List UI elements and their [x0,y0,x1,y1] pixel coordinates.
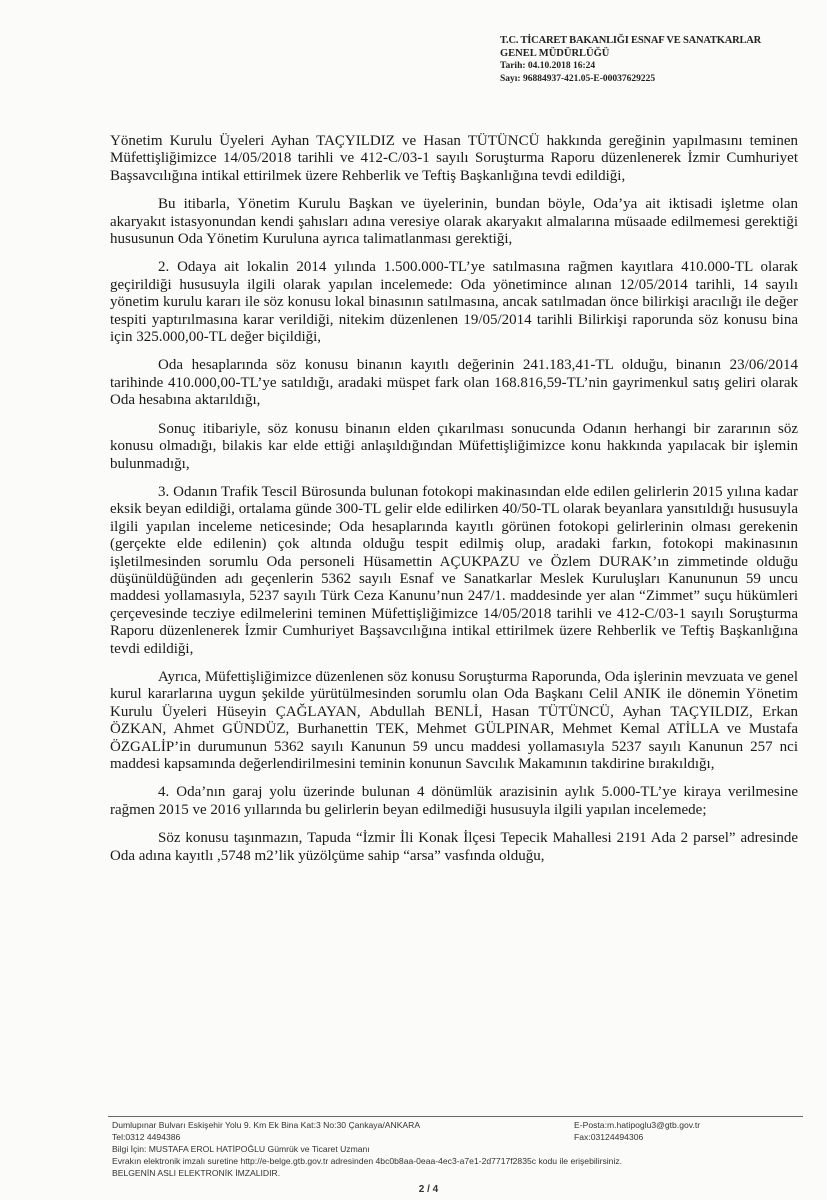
page-number: 2 / 4 [418,1184,439,1195]
paragraph: Bu itibarla, Yönetim Kurulu Başkan ve üyelerinin, bundan böyle, Oda’ya ait iktisadi işletme olan akaryakıt istasyonundan kendi şahısları adına veresiye olarak akaryakıt almalarına müsaade edilmemesi gerektiği hususunun Oda Yönetim Kuruluna ayrıca talimatlanması gerektiği, [110,196,798,248]
document-header [500,34,820,86]
paragraph: Ayrıca, Müfettişliğimizce düzenlenen söz konusu Soruşturma Raporunda, Oda işlerinin mevzuata ve genel kurul kararlarına uygun şekilde yürütülmesinden sorumlu olan Oda Başkanı Celil ANIK ile dönemin Yönetim Kurulu Üyeleri Hüseyin ÇAĞLAYAN, Abdullah BENLİ, Hasan TÜTÜNCÜ, Ayhan TAÇYILDIZ, Erkan ÖZKAN, Ahmet GÜNDÜZ, Burhanettin TEK, Mehmet GÜLPINAR, Mehmet Kemal ATİLLA ve Mustafa ÖZGALİP’in durumunun 5362 sayılı Kanunun 59 uncu maddesi yollamasıyla 5237 sayılı Kanunun 257 nci maddesi kapsamında değerlendirilmesini teminin konunun Savcılık Makamının takdirine bırakıldığı, [110,668,798,772]
footer-phone: Tel:0312 4494386 [112,1132,181,1142]
document-number: Sayı: 96884937-421.05-E-00037629225 [500,74,656,84]
footer-verification-link[interactable]: Evrakın elektronik imzalı suretine http://e-belge.gtb.gov.tr adresinden 4bc0b8aa-0eaa-4ec3-a7e1-2d7717f2835c kodu ile erişebilirsiniz. [112,1156,623,1166]
footer-certified-note: BELGENİN ASLI ELEKTRONİK İMZALIDIR. [112,1168,281,1178]
paragraph: Sonuç itibariyle, söz konusu binanın elden çıkarılması sonucunda Odanın herhangi bir zararının söz konusu olmadığı, bilakis kar elde ettiği anlaşıldığından Müfettişliğimizce konu hakkında yapılacak bir işlemin bulunmadığı, [110,420,798,472]
document-footer [112,1119,802,1179]
paragraph: Söz konusu taşınmazın, Tapuda “İzmir İli Konak İlçesi Tepecik Mahallesi 2191 Ada 2 parsel” adresinde Oda adına kayıtlı ,5748 m2’lik yüzölçüme sahip “arsa” vasfında olduğu, [110,830,798,864]
footer-info: Bilgi İçin: MUSTAFA EROL HATİPOĞLU Gümrük ve Ticaret Uzmanı [112,1144,370,1154]
footer-row [112,1119,802,1131]
footer-address: Dumlupınar Bulvarı Eskişehir Yolu 9. Km Ek Bina Kat:3 No:30 Çankaya/ANKARA [112,1120,421,1130]
document-date: Tarih: 04.10.2018 16:24 [500,61,596,71]
paragraph: Yönetim Kurulu Üyeleri Ayhan TAÇYILDIZ ve Hasan TÜTÜNCÜ hakkında gereğinin yapılmasını teminen Müfettişliğimizce 14/05/2018 tarihli ve 412-C/03-1 sayılı Soruşturma Raporu düzenlenerek İzmir Cumhuriyet Başsavcılığına intikal ettirilmek üzere Rehberlik ve Teftiş Başkanlığına tevdi edildiği, [110,133,798,184]
footer-email[interactable]: E-Posta:m.hatipoglu3@gtb.gov.tr [574,1120,701,1130]
organization-name: T.C. TİCARET BAKANLIĞI ESNAF VE SANATKARLAR [500,35,762,46]
paragraph: 3. Odanın Trafik Tescil Bürosunda bulunan fotokopi makinasından elde edilen gelirlerin 2015 yılına kadar eksik beyan edildiği, ortalama günde 300-TL gelir elde edilirken 40/50-TL olarak beyanlara yansıtıldığı hususuyla ilgili yapılan inceleme neticesinde; Oda hesaplarında kayıtlı görünen fotokopi gelirlerinin olması gerekenin (gerçekte elde edilenin) çok altında olduğu tespit edilmiş olup, aradaki farkın, fotokopi makinasının işletilmesinden sorumlu Oda personeli Hüsamettin AÇUKPAZU ve Özlem DURAK’ın zimmetinde olduğu düşünüldüğünden adı geçenlerin 5362 sayılı Esnaf ve Sanatkarlar Meslek Kuruluşları Kanununun 59 uncu maddesi yollamasıyla, 5237 sayılı Türk Ceza Kanunu’nun 247/1. maddesinde yer alan “Zimmet” suçu hükümleri çerçevesinde tecziye edilmelerini teminen Müfettişliğimizce 14/05/2018 tarihli ve 412-C/03-1 sayılı Soruşturma Raporu düzenlenerek İzmir Cumhuriyet Başsavcılığına intikal ettirilmek üzere Rehberlik ve Teftiş Başkanlığına tevdi edildiği, [110,483,798,657]
footer-fax: Fax:03124494306 [574,1132,644,1142]
organization-subunit: GENEL MÜDÜRLÜĞÜ [500,48,610,59]
paragraph: Oda hesaplarında söz konusu binanın kayıtlı değerinin 241.183,41-TL olduğu, binanın 23/06/2014 tarihinde 410.000,00-TL’ye satıldığı, aradaki müspet fark olan 168.816,59-TL’nin gayrimenkul satış geliri olarak Oda hesabına aktarıldığı, [110,357,798,409]
document-body [110,133,798,876]
paragraph: 2. Odaya ait lokalin 2014 yılında 1.500.000-TL’ye satılmasına rağmen kayıtlara 410.000-TL olarak geçirildiği hususuyla ilgili olarak yapılan incelemede: Oda yönetimince alınan 12/05/2014 tarihli, 14 sayılı yönetim kurulu kararı ile söz konusu lokal binasının satılmasına, ancak satılmadan önce bilirkişi aracılığı ile değer tespiti yaptırılmasına karar verildiği, nitekim düzenlenen 19/05/2014 tarihli Bilirkişi raporunda söz konusu bina için 325.000,00-TL değer biçildiği, [110,259,798,346]
paragraph: 4. Oda’nın garaj yolu üzerinde bulunan 4 dönümlük arazisinin aylık 5.000-TL’ye kiraya verilmesine rağmen 2015 ve 2016 yıllarında bu gelirlerin beyan edilmediği hususuyla ilgili yapılan incelemede; [110,784,798,818]
footer-row [112,1131,802,1143]
footer-divider [108,1116,803,1117]
